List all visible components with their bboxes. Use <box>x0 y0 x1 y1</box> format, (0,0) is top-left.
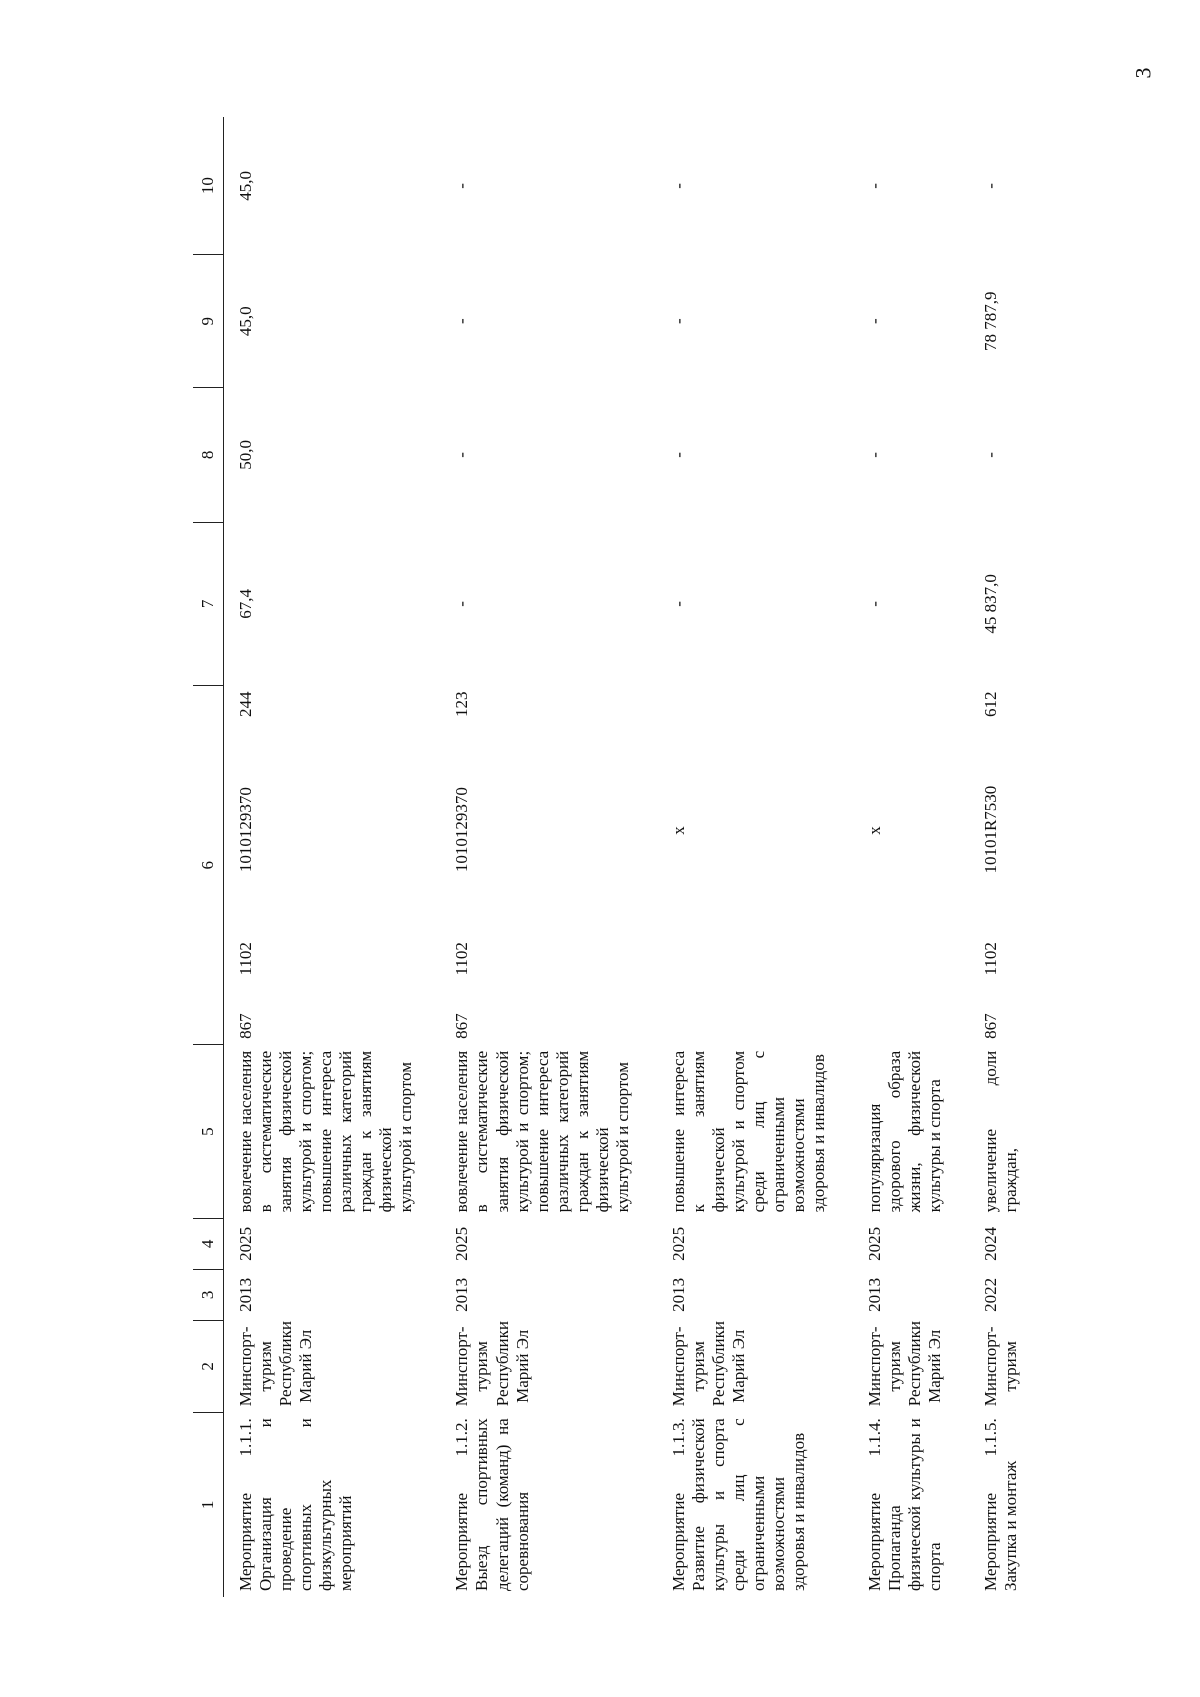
executor: Минспорт-туризм Республики Марий Эл <box>236 1320 316 1407</box>
table-row <box>224 117 441 1597</box>
executor: Минспорт-туризм Республики Марий Эл <box>452 1320 532 1407</box>
value-col-7: 45 837,0 <box>981 574 1001 634</box>
budget-codes <box>657 686 853 982</box>
value-col-8: - <box>981 452 1001 458</box>
measure-name: Мероприятие 1.1.1. Организация и проведение спортивных и физкультурных мероприятий <box>236 1418 356 1591</box>
vr-code: 244 <box>236 691 255 718</box>
value-col-9: - <box>452 318 472 325</box>
grbs-code <box>657 982 853 1045</box>
header-col-5: 5 <box>193 1045 224 1219</box>
value-col-9: - <box>668 318 688 325</box>
start-year: 2022 <box>981 1277 1001 1312</box>
vr-code: 612 <box>981 691 1001 718</box>
value-col-9: 78 787,9 <box>981 291 1001 351</box>
expected-result: вовлечение населения в систематические занятия физической культурой и спортом; повышение интереса различных категорий граждан к занятиям физической культурой и спортом <box>452 1050 632 1213</box>
start-year: 2013 <box>236 1277 255 1312</box>
executor: Минспорт-туризм Республики Марий Эл <box>668 1320 748 1407</box>
start-year: 2013 <box>865 1277 885 1312</box>
value-col-8: - <box>865 452 885 458</box>
csr-code: х <box>668 826 688 835</box>
grbs-code: 867 <box>236 1013 255 1039</box>
header-col-9: 9 <box>193 255 224 388</box>
header-col-8: 8 <box>193 388 224 523</box>
table-row <box>853 117 969 1597</box>
value-col-10: - <box>865 183 885 189</box>
rzpr-code: 1102 <box>981 942 1001 976</box>
value-col-7: 67,4 <box>236 589 255 619</box>
header-row <box>193 117 224 1597</box>
value-col-8: - <box>452 452 472 458</box>
measure-name: Мероприятие 1.1.3. Развитие физической культуры и спорта среди лиц с ограниченными возможностями здоровья и инвалидов <box>668 1418 809 1591</box>
header-col-2: 2 <box>193 1320 224 1412</box>
expected-result: повышение интереса к занятиям физической культурой и спортом среди лиц с ограниченными возможностями здоровья и инвалидов <box>668 1050 829 1213</box>
program-measures-table <box>193 117 1046 1597</box>
end-year: 2024 <box>981 1226 1001 1261</box>
header-col-6: 6 <box>193 686 224 1045</box>
grbs-code: 867 <box>981 1013 1001 1039</box>
end-year: 2025 <box>865 1226 885 1261</box>
header-col-10: 10 <box>193 117 224 255</box>
value-col-10: - <box>981 183 1001 189</box>
csr-code: х <box>865 826 885 835</box>
value-col-10: 45,0 <box>236 171 255 201</box>
measure-name: Мероприятие 1.1.4. Пропаганда физической культуры и спорта <box>865 1418 945 1591</box>
expected-result: увеличение доли граждан, <box>981 1050 1021 1213</box>
budget-codes <box>440 686 656 982</box>
budget-codes <box>224 686 441 982</box>
csr-code: 1010129370 <box>236 787 255 873</box>
grbs-code <box>853 982 969 1045</box>
header-col-1: 1 <box>193 1412 224 1597</box>
end-year: 2025 <box>236 1226 255 1261</box>
start-year: 2013 <box>668 1277 688 1312</box>
rzpr-code: 1102 <box>452 942 472 976</box>
value-col-9: 45,0 <box>236 306 255 337</box>
value-col-8: - <box>668 452 688 458</box>
expected-result: популяризация здорового образа жизни, физической культуры и спорта <box>865 1050 945 1213</box>
table-row <box>969 117 1045 1597</box>
end-year: 2025 <box>452 1226 472 1261</box>
value-col-7: - <box>668 601 688 607</box>
expected-result: вовлечение населения в систематические занятия физической культурой и спортом; повышение интереса различных категорий граждан к занятиям физической культурой и спортом <box>236 1050 416 1213</box>
page-number: 3 <box>1130 67 1156 79</box>
rzpr-code: 1102 <box>236 942 255 976</box>
header-col-4: 4 <box>193 1218 224 1269</box>
value-col-8: 50,0 <box>236 440 255 470</box>
grbs-code: 867 <box>452 1013 472 1039</box>
value-col-7: - <box>452 601 472 607</box>
budget-codes <box>853 686 969 982</box>
value-col-10: - <box>452 183 472 189</box>
csr-code: 1010129370 <box>452 787 472 873</box>
header-col-7: 7 <box>193 522 224 685</box>
executor: Минспорт-туризм <box>981 1326 1021 1407</box>
end-year: 2025 <box>668 1226 688 1261</box>
header-col-3: 3 <box>193 1269 224 1320</box>
rotated-table-container <box>193 117 1021 1597</box>
table-row <box>440 117 656 1597</box>
executor: Минспорт-туризм Республики Марий Эл <box>865 1320 945 1407</box>
budget-codes <box>969 686 1045 982</box>
csr-code: 10101R7530 <box>981 785 1001 874</box>
measure-name: Мероприятие 1.1.5. Закупка и монтаж <box>981 1418 1021 1591</box>
value-col-7: - <box>865 601 885 607</box>
table-row <box>657 117 853 1597</box>
value-col-9: - <box>865 318 885 325</box>
start-year: 2013 <box>452 1277 472 1312</box>
measure-name: Мероприятие 1.1.2. Выезд спортивных делегаций (команд) на соревнования <box>452 1418 532 1591</box>
value-col-10: - <box>668 183 688 189</box>
vr-code: 123 <box>452 691 472 718</box>
